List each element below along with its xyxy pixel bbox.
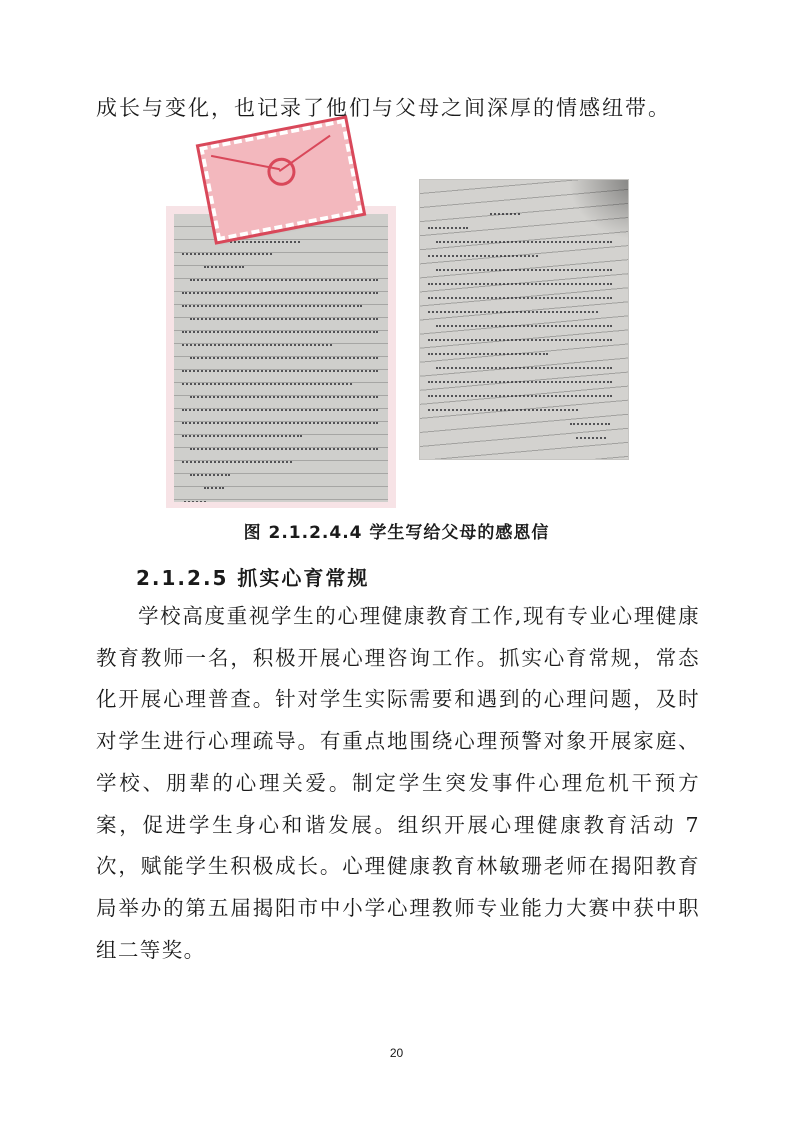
continued-text: 成长与变化，也记录了他们与父母之间深厚的情感纽带。 xyxy=(96,96,671,120)
page-number: 20 xyxy=(389,1046,404,1060)
section-paragraph: 学校高度重视学生的心理健康教育工作,现有专业心理健康教育教师一名，积极开展心理咨询工作。抓实心育常规，常态化开展心理普查。针对学生实际需要和遇到的心理问题，及时对学生进行心理疏导。有重点地围绕心理预警对象开展家庭、学校、朋辈的心理关爱。制定学生突发事件心理危机干预方案，促进学生身心和谐发展。组织开展心理健康教育活动 7 次，赋能学生积极成长。心理健康教育林敏珊老师在揭阳教育局举办的第五届揭阳市中小学心理教师专业能力大赛中获中职组二等奖。 xyxy=(96,604,700,962)
letter-paper xyxy=(174,214,388,502)
thank-you-letter-photo-2 xyxy=(419,179,629,460)
thank-you-letter-photo-1 xyxy=(166,206,396,508)
section-heading: 2.1.2.5 抓实心育常规 xyxy=(136,566,370,590)
figure-caption: 图 2.1.2.4.4 学生写给父母的感恩信 xyxy=(243,523,550,543)
